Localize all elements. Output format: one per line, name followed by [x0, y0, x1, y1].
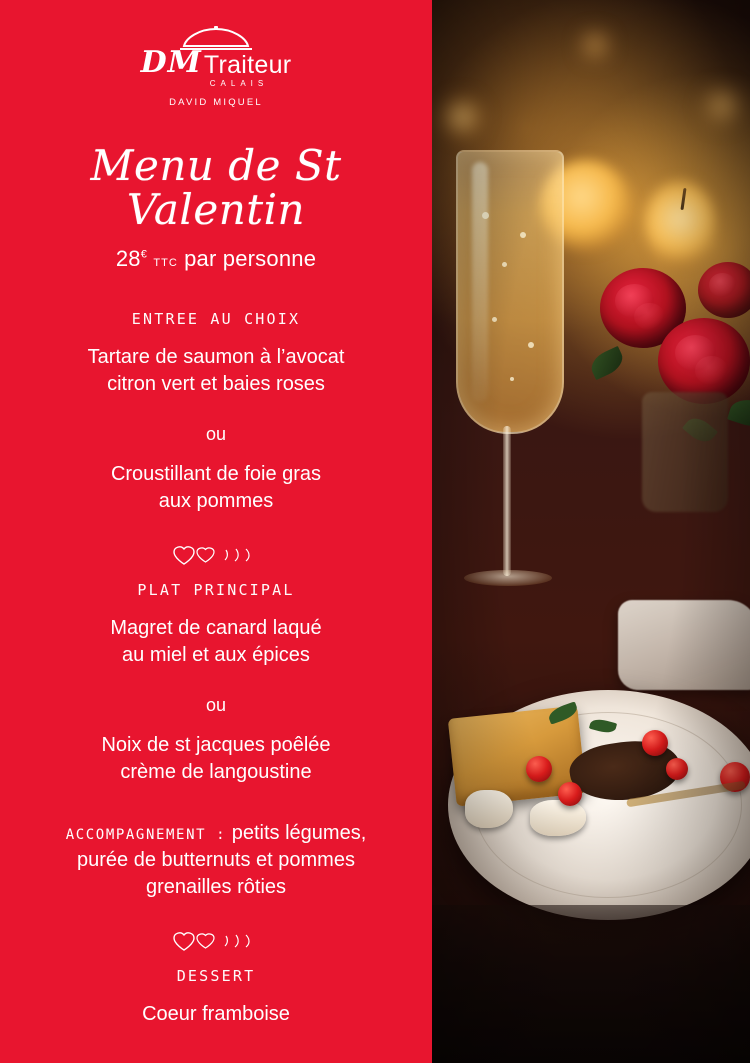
- dish-plat-1: [0, 615, 432, 669]
- section-heading-entree: ENTREE AU CHOIX: [131, 310, 301, 329]
- bokeh-light-icon: [580, 30, 610, 60]
- price-currency: €: [140, 248, 148, 261]
- rose-flower: [698, 262, 750, 318]
- dining-photo: [430, 0, 750, 1063]
- tomato: [642, 730, 668, 756]
- bokeh-light-icon: [645, 180, 715, 266]
- heart-divider-icon: [170, 543, 262, 573]
- accompaniment-line-1: petits légumes,: [231, 822, 367, 845]
- section-heading-plat: PLAT PRINCIPAL: [137, 581, 295, 600]
- accompaniment-line-3: grenailles rôties: [145, 876, 287, 899]
- price-amount: 28: [115, 246, 141, 272]
- brand-logo[interactable]: [0, 0, 432, 110]
- section-heading-dessert: DESSERT: [176, 967, 256, 986]
- page-title: Menu de St Valentin: [90, 141, 342, 235]
- table-surface: [430, 905, 750, 1063]
- dish-entree-2: [0, 461, 432, 515]
- logo-initials: DM: [140, 45, 202, 80]
- bokeh-light-icon: [440, 95, 484, 139]
- dish-line: Coeur framboise: [142, 1003, 290, 1026]
- dish-line: citron vert et baies roses: [107, 373, 325, 396]
- heart-divider-icon: [170, 929, 262, 959]
- dish-line: Noix de st jacques poêlée: [101, 734, 331, 757]
- divider-hearts-2: [0, 927, 432, 961]
- menu-price: [0, 246, 432, 272]
- logo-wordmark: Traiteur: [203, 51, 292, 79]
- tomato: [666, 758, 688, 780]
- tomato: [526, 756, 552, 782]
- accompaniment-line-2: purée de butternuts et pommes: [77, 849, 355, 872]
- napkin: [618, 600, 750, 690]
- price-suffix: par personne: [184, 246, 317, 272]
- logo-city: CALAIS: [209, 79, 269, 88]
- champagne-flute: [438, 150, 578, 620]
- dish-line: Magret de canard laqué: [110, 617, 322, 640]
- choice-separator-plat: ou: [205, 695, 227, 716]
- bokeh-light-icon: [702, 86, 742, 126]
- tomato: [558, 782, 582, 806]
- logo-owner-name: DAVID MIQUEL: [169, 97, 263, 108]
- accompaniment-block: [0, 820, 432, 901]
- dish-dessert-1: [0, 1001, 432, 1028]
- dish-line: Tartare de saumon à l’avocat: [87, 346, 345, 369]
- divider-hearts-1: [0, 541, 432, 575]
- food-item: [530, 800, 586, 836]
- flower-vase: [642, 392, 728, 512]
- dish-plat-2: [0, 732, 432, 786]
- price-tax-label: TTC: [153, 257, 178, 270]
- food-item: [465, 790, 513, 828]
- dish-line: aux pommes: [158, 490, 274, 513]
- dish-line: Croustillant de foie gras: [110, 463, 322, 486]
- dish-entree-1: [0, 344, 432, 398]
- dish-line: au miel et aux épices: [122, 644, 310, 667]
- accompaniment-label: ACCOMPAGNEMENT :: [65, 827, 227, 844]
- choice-separator-entree: ou: [205, 424, 227, 445]
- dish-line: crème de langoustine: [120, 761, 312, 784]
